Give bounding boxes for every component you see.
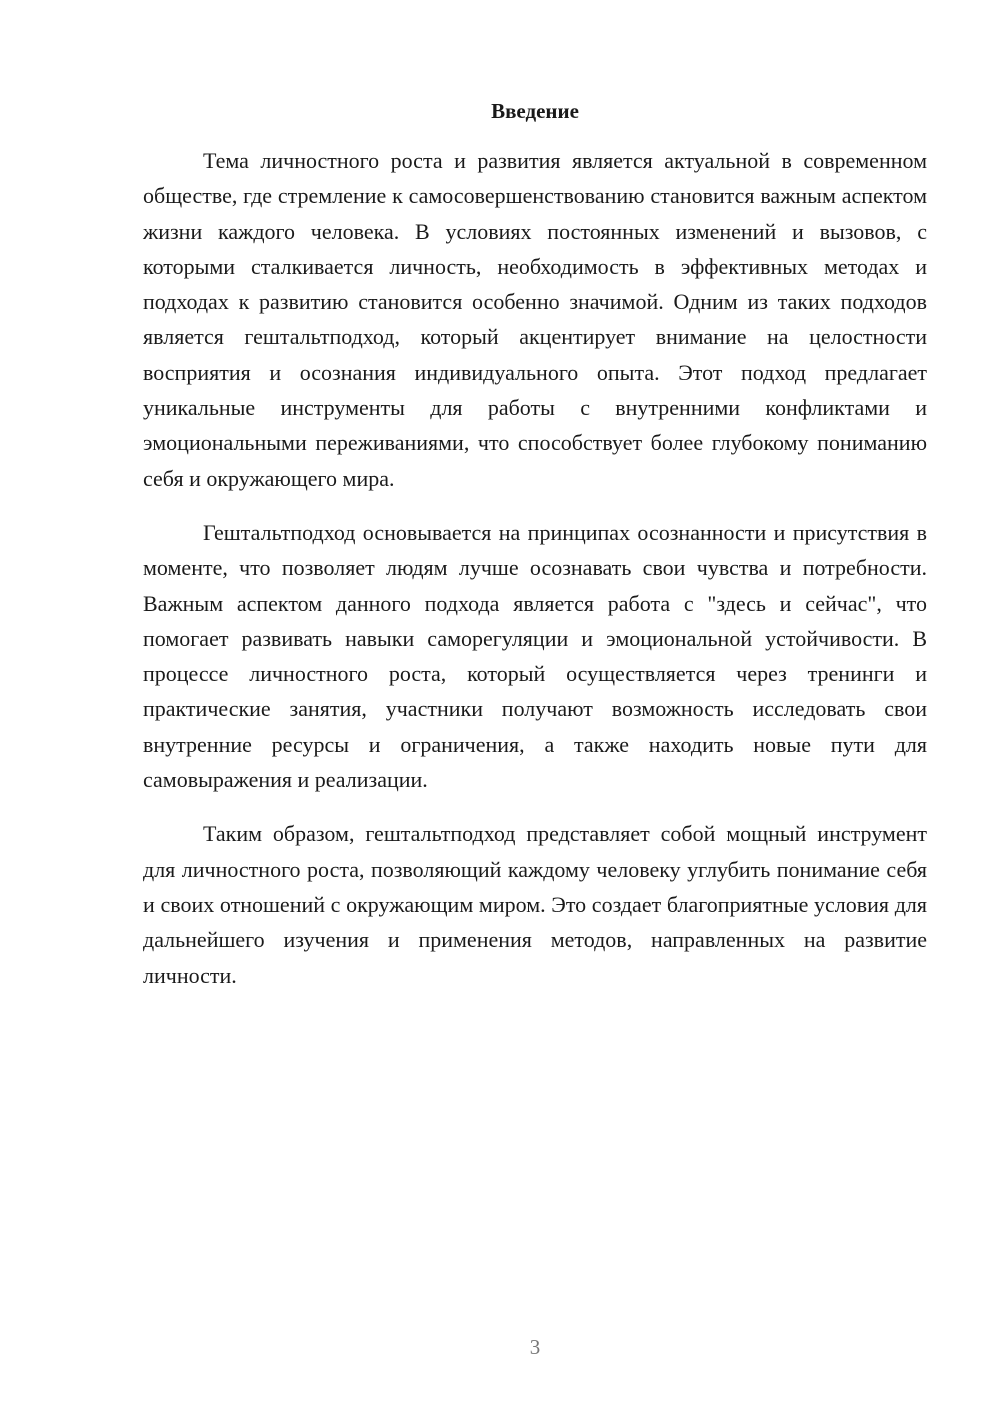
paragraph-1: Тема личностного роста и развития является актуальной в современном обществе, где стремление к самосовершенствованию становится важным аспектом жизни каждого человека. В условиях постоянных изменений и вызовов, с которыми сталкивается личность, необходимость в эффективных методах и подходах к развитию становится особенно значимой. Одним из таких подходов является гештальтподход, который акцентирует внимание на целостности восприятия и осознания индивидуального опыта. Этот подход предлагает уникальные инструменты для работы с внутренними конфликтами и эмоциональными переживаниями, что способствует более глубокому пониманию себя и окружающего мира. [143,148,927,491]
section-title: Введение [491,99,579,123]
page-number: 3 [529,1335,541,1359]
paragraph-3: Таким образом, гештальтподход представляет собой мощный инструмент для личностного роста, позволяющий каждому человеку углубить понимание себя и своих отношений с окружающим миром. Это создает благоприятные условия для дальнейшего изучения и применения методов, направленных на развитие личности. [143,821,927,988]
paragraph-2: Гештальтподход основывается на принципах осознанности и присутствия в моменте, что позволяет людям лучше осознавать свои чувства и потребности. Важным аспектом данного подхода является работа с "здесь и сейчас", что помогает развивать навыки саморегуляции и эмоциональной устойчивости. В процессе личностного роста, который осуществляется через тренинги и практические занятия, участники получают возможность исследовать свои внутренние ресурсы и ограничения, а также находить новые пути для самовыражения и реализации. [143,519,927,793]
body-text [143,143,927,1012]
